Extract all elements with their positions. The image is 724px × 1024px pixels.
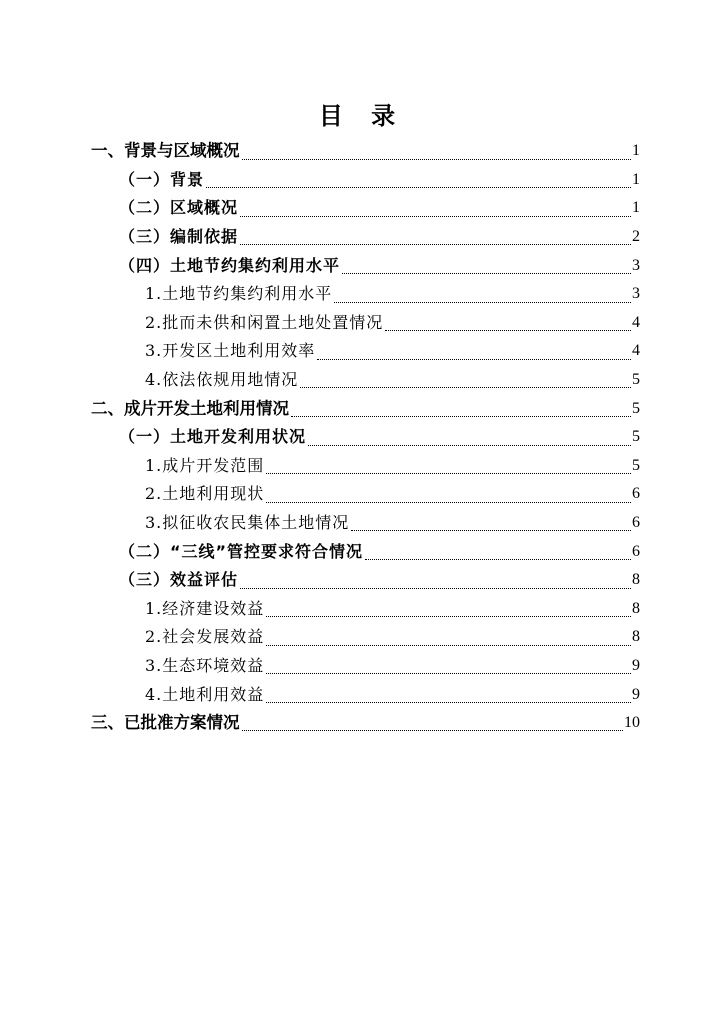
toc-page-number: 8 bbox=[632, 571, 640, 589]
dot-leader bbox=[365, 559, 631, 560]
toc-entry-title: 4.土地利用效益 bbox=[145, 684, 265, 704]
toc-entry-section-2-2[interactable] bbox=[0, 537, 724, 566]
dot-leader bbox=[266, 616, 631, 617]
toc-page-number: 10 bbox=[624, 714, 640, 732]
toc-entry-item-2-3-3[interactable] bbox=[0, 652, 724, 681]
dot-leader bbox=[266, 502, 631, 503]
toc-page-number: 9 bbox=[632, 685, 640, 703]
toc-entry-section-1-2[interactable] bbox=[0, 194, 724, 223]
toc-entry-title: 1.成片开发范围 bbox=[145, 455, 265, 475]
toc-title: 目 录 bbox=[318, 102, 406, 130]
toc-entry-item-1-4-2[interactable] bbox=[0, 309, 724, 338]
toc-entry-title: （二）区域概况 bbox=[119, 198, 239, 218]
toc-entry-title: 2.土地利用现状 bbox=[145, 484, 265, 504]
toc-entry-title: （二）“三线”管控要求符合情况 bbox=[119, 541, 364, 561]
toc-page-number: 5 bbox=[632, 371, 640, 389]
toc-page-number: 5 bbox=[632, 428, 640, 446]
toc-page-number: 8 bbox=[632, 628, 640, 646]
dot-leader bbox=[266, 645, 631, 646]
toc-entry-title: 一、背景与区域概况 bbox=[91, 141, 240, 161]
dot-leader bbox=[342, 273, 631, 274]
toc-entry-title: 二、成片开发土地利用情况 bbox=[91, 398, 289, 418]
toc-page-number: 1 bbox=[632, 199, 640, 217]
toc-entry-chapter-3[interactable] bbox=[0, 709, 724, 738]
toc-entry-section-2-1[interactable] bbox=[0, 423, 724, 452]
toc-entry-item-2-1-1[interactable] bbox=[0, 452, 724, 481]
toc-entry-title: 3.拟征收农民集体土地情况 bbox=[145, 513, 350, 533]
dot-leader bbox=[240, 588, 631, 589]
toc-entry-title: （一）背景 bbox=[119, 169, 205, 189]
toc-page-number: 1 bbox=[632, 142, 640, 160]
toc-entry-title: （三）编制依据 bbox=[119, 227, 239, 247]
toc-page-number: 1 bbox=[632, 170, 640, 188]
dot-leader bbox=[291, 416, 631, 417]
dot-leader bbox=[351, 530, 631, 531]
toc-entry-item-2-3-1[interactable] bbox=[0, 595, 724, 624]
toc-entry-item-2-1-3[interactable] bbox=[0, 509, 724, 538]
toc-entry-title: （三）效益评估 bbox=[119, 570, 239, 590]
toc-entry-section-2-3[interactable] bbox=[0, 566, 724, 595]
toc-page-number: 4 bbox=[632, 342, 640, 360]
toc-entry-title: 3.生态环境效益 bbox=[145, 655, 265, 675]
toc-entry-title: 3.开发区土地利用效率 bbox=[145, 341, 316, 361]
toc-page-number: 5 bbox=[632, 399, 640, 417]
toc-entry-item-1-4-3[interactable] bbox=[0, 337, 724, 366]
dot-leader bbox=[317, 359, 631, 360]
toc-page-number: 5 bbox=[632, 456, 640, 474]
table-of-contents bbox=[0, 137, 724, 737]
toc-page-number: 6 bbox=[632, 485, 640, 503]
toc-entry-item-2-1-2[interactable] bbox=[0, 480, 724, 509]
toc-entry-title: 1.经济建设效益 bbox=[145, 598, 265, 618]
toc-page-number: 2 bbox=[632, 228, 640, 246]
dot-leader bbox=[334, 302, 631, 303]
toc-entry-item-2-3-4[interactable] bbox=[0, 680, 724, 709]
toc-entry-section-1-3[interactable] bbox=[0, 223, 724, 252]
toc-entry-item-1-4-1[interactable] bbox=[0, 280, 724, 309]
toc-page-number: 4 bbox=[632, 313, 640, 331]
toc-page-number: 8 bbox=[632, 599, 640, 617]
dot-leader bbox=[242, 159, 632, 160]
toc-entry-title: 三、已批准方案情况 bbox=[91, 713, 240, 733]
toc-entry-title: 1.土地节约集约利用水平 bbox=[145, 284, 333, 304]
toc-entry-chapter-2[interactable] bbox=[0, 394, 724, 423]
dot-leader bbox=[300, 387, 631, 388]
toc-entry-item-1-4-4[interactable] bbox=[0, 366, 724, 395]
dot-leader bbox=[266, 473, 631, 474]
dot-leader bbox=[206, 187, 631, 188]
toc-page-number: 9 bbox=[632, 656, 640, 674]
toc-page-number: 6 bbox=[632, 514, 640, 532]
dot-leader bbox=[240, 216, 631, 217]
toc-page-number: 3 bbox=[632, 285, 640, 303]
dot-leader bbox=[242, 730, 624, 731]
toc-entry-section-1-1[interactable] bbox=[0, 166, 724, 195]
toc-entry-title: 2.批而未供和闲置土地处置情况 bbox=[145, 312, 384, 332]
toc-page-number: 6 bbox=[632, 542, 640, 560]
toc-entry-chapter-1[interactable] bbox=[0, 137, 724, 166]
toc-entry-item-2-3-2[interactable] bbox=[0, 623, 724, 652]
dot-leader bbox=[308, 445, 631, 446]
toc-page-number: 3 bbox=[632, 256, 640, 274]
toc-entry-title: （一）土地开发利用状况 bbox=[119, 427, 307, 447]
toc-entry-section-1-4[interactable] bbox=[0, 251, 724, 280]
dot-leader bbox=[266, 702, 631, 703]
dot-leader bbox=[266, 673, 631, 674]
toc-entry-title: （四）土地节约集约利用水平 bbox=[119, 255, 341, 275]
toc-entry-title: 4.依法依规用地情况 bbox=[145, 370, 299, 390]
dot-leader bbox=[240, 244, 631, 245]
dot-leader bbox=[385, 330, 631, 331]
toc-entry-title: 2.社会发展效益 bbox=[145, 627, 265, 647]
